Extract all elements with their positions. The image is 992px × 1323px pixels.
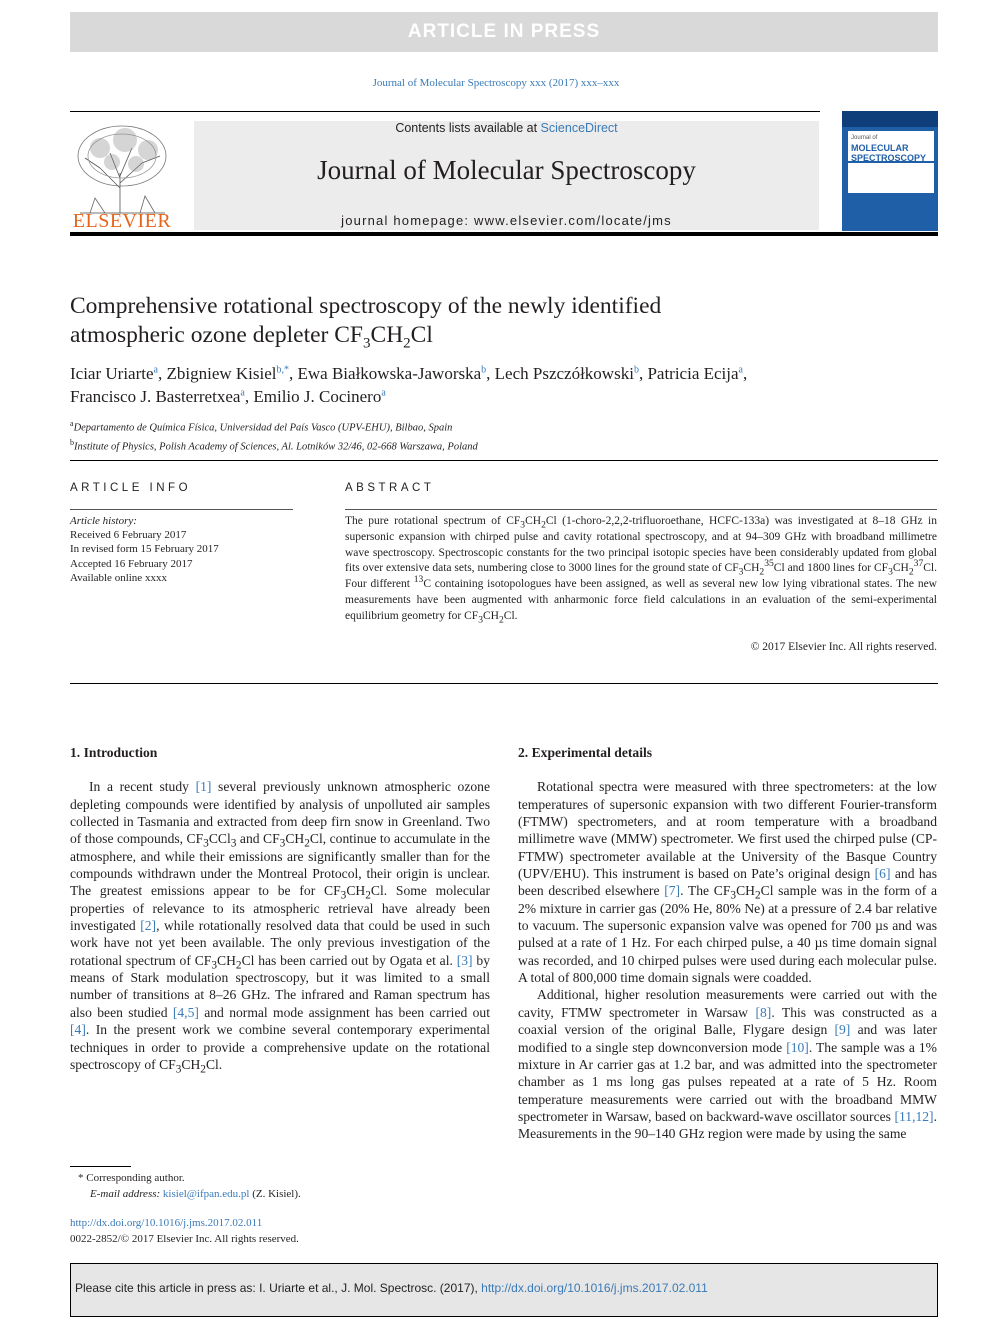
author[interactable]: Zbigniew Kisiel (166, 364, 277, 383)
experimental-paragraph: Rotational spectra were measured with three spectrometers: at the low temperatures of supersonic expansion with two different Fourier-transform (FTMW) spectrometers, and at room temperature with a broadband millimetre wave (MMW) spectrometer. We first used the chirped pulse (CP-FTMW) spectrometer available at the University of the Basque Country (UPV/EHU). This instrument is based on Pate’s original design [6] and has been described elsewhere [7]. The $CF_3CH_2Cl$ sample was in the form of a 2% mixture in carrier gas (20% He, 80% Ne) at a pressure of 2.4 bar relative to vacuum. The supersonic expansion valve was opened for 700 µs and was pulsed at a rate of 1 Hz. For each chirped pulse, a 40 µs time domain signal was recorded, and 10 chirped pulses were used during each molecular pulse. A total of 800,000 time domain signals were coadded. (518, 779, 937, 986)
ref-link[interactable]: [9] (834, 1022, 851, 1038)
ref-link[interactable]: [4] (70, 1022, 86, 1038)
abstract-heading: ABSTRACT (345, 482, 435, 494)
doi-block: http://dx.doi.org/10.1016/j.jms.2017.02.011 0022-2852/© 2017 Elsevier Inc. All rights reserved. (70, 1217, 299, 1245)
article-history: Article history: Received 6 February 2017 In revised form 15 February 2017 Accepted 16 February 2017 Available online xxxx (70, 515, 219, 584)
abstract-text: The pure rotational spectrum of $CF_3CH_2Cl$ (1-choro-2,2,2-trifluoroethane, HCFC-133a) was investigated at 8–18 GHz in supersonic expansion with chirped pulse and cavity rotational spectroscopy, and at 94–309 GHz with broadband millimetre wave spectroscopy. Spectroscopic constants for the two principal isotopic species have been considerably updated from global fits over extensive data sets, numbering close to 3000 lines for the ground state of $CF_3CH_2^{35}Cl$ and 1800 lines for $CF_3CH_2^{37}Cl$. Four different $^{13}$C containing isotopologues have been assigned, as well as several new low lying vibrational states. The new measurements have been augmented with anharmonic force field calculations in an evaluation of the semi-experimental equilibrium geometry for $CF_3CH_2Cl$. (345, 515, 937, 626)
author[interactable]: Emilio J. Cocinero (253, 387, 382, 406)
journal-cover-thumbnail: Journal of MOLECULAR SPECTROSCOPY (842, 111, 938, 231)
abstract-bottom-rule (70, 683, 938, 684)
article-title: Comprehensive rotational spectroscopy of the newly identified atmospheric ozone depleter $CF_3CH_2Cl$ (70, 293, 662, 352)
journal-reference-link[interactable]: Journal of Molecular Spectroscopy xxx (2017) xxx–xxx (372, 77, 620, 89)
author[interactable]: Lech Pszczółkowski (494, 364, 634, 383)
ref-link[interactable]: [6] (874, 866, 891, 882)
affiliations: $^a$Departamento de Química Física, Universidad del País Vasco (UPV-EHU), Bilbao, Spain $^b$Institute of Physics, Polish Academy of Sciences, Al. Lotników 32/46, 02-668 Warszawa, Poland (70, 419, 478, 453)
intro-paragraph: In a recent study [1] several previously unknown atmospheric ozone depleting compounds were identified by analysis of unpolluted air samples collected in Tasmania and extracted from deep firn snow in Greenland. Two of those compounds, $CF_3CCl_3$ and $CF_3CH_2Cl$, continue to accumulate in the atmosphere, and while their emissions are significantly smaller than for the compounds withdrawn under the Montreal Protocol, their origin is unclear. The greatest emissions appear to be for $CF_3CH_2Cl$. Some molecular properties of relevance to its atmospheric retrieval have already been investigated [2], while rotationally resolved data that could be used in such work have not yet been available. The only previous investigation of the rotational spectrum of $CF_3CH_2Cl$ has been carried out by Ogata et al. [3] by means of Stark modulation spectroscopy, but it was limited to a small number of transitions at 8–26 GHz. The infrared and Raman spectrum has also been studied [4,5] and normal mode assignment has been carried out [4]. In the present work we combine several contemporary experimental techniques in order to provide a comprehensive update on the rotational spectroscopy of $CF_3CH_2Cl$. (70, 779, 491, 1076)
experimental-paragraph: Additional, higher resolution measurements were carried out with the cavity, FTMW spectrometer in Warsaw [8]. This was constructed as a coaxial version of the original Balle, Flygare design [9] and was later modified to a single step downconversion mode [10]. The sample was a 1% mixture in Ar carrier gas at 1.2 bar, and was admitted into the spectrometer chamber as 1 ms long gas pulses repeated at a rate of 5 Hz. Room temperature measurements were carried out with the broadband MMW spectrometer in Warsaw, based on backward-wave oscillator sources [11,12]. Measurements in the 90–140 GHz region were made by using the same (518, 987, 937, 1142)
ref-link[interactable]: [7] (664, 883, 681, 899)
cite-doi-link[interactable]: http://dx.doi.org/10.1016/j.jms.2017.02.011 (481, 1281, 708, 1295)
info-top-rule (70, 460, 938, 461)
info-rule (70, 509, 293, 510)
ref-link[interactable]: [11,12] (894, 1108, 934, 1124)
journal-homepage: journal homepage: www.elsevier.com/locate/jms (341, 213, 672, 228)
masthead-thick-rule (70, 232, 938, 236)
author[interactable]: Francisco J. Basterretxea (70, 387, 241, 406)
abstract-rule (345, 509, 937, 510)
author[interactable]: Patricia Ecija (647, 364, 739, 383)
doi-link[interactable]: http://dx.doi.org/10.1016/j.jms.2017.02.011 (70, 1217, 263, 1229)
author[interactable]: Ewa Białkowska-Jaworska (297, 364, 482, 383)
cite-this-article-box: Please cite this article in press as: I. Uriarte et al., J. Mol. Spectrosc. (2017), http://dx.doi.org/10.1016/j.jms.2017.02.011 (70, 1263, 938, 1317)
ref-link[interactable]: [4,5] (172, 1004, 199, 1020)
ref-link[interactable]: [1] (195, 779, 212, 795)
column-left (70, 744, 491, 1076)
ref-link[interactable]: [2] (140, 918, 157, 934)
footnote-rule (70, 1166, 131, 1167)
author-list: Iciar Uriarte$^a$, Zbigniew Kisiel$^{b,*}$, Ewa Białkowska-Jaworska$^b$, Lech Pszczółkowski$^b$, Patricia Ecija$^a$, Francisco J. Basterretxea$^a$, Emilio J. Cocinero$^a$ (70, 364, 748, 406)
sciencedirect-link[interactable]: ScienceDirect (540, 121, 618, 135)
corresponding-footnote: * Corresponding author. E-mail address: kisiel@ifpan.edu.pl (Z. Kisiel). (78, 1172, 301, 1200)
column-right (518, 744, 937, 1143)
section-heading-experimental: 2. Experimental details (518, 745, 653, 760)
ref-link[interactable]: [8] (755, 1004, 772, 1020)
ref-link[interactable]: [10] (786, 1039, 809, 1055)
abstract-copyright: © 2017 Elsevier Inc. All rights reserved. (750, 641, 937, 653)
ref-link[interactable]: [3] (456, 952, 473, 968)
article-info-heading: ARTICLE INFO (70, 482, 192, 494)
journal-name: Journal of Molecular Spectroscopy (317, 155, 696, 185)
email-link[interactable]: kisiel@ifpan.edu.pl (162, 1188, 250, 1200)
section-heading-introduction: 1. Introduction (70, 745, 158, 760)
author[interactable]: Iciar Uriarte (70, 364, 154, 383)
contents-available: Contents lists available at ScienceDirect (395, 121, 618, 135)
journal-masthead (194, 121, 819, 230)
article-in-press-banner: ARTICLE IN PRESS (70, 12, 938, 52)
elsevier-wordmark: ELSEVIER (72, 210, 172, 232)
top-rule (70, 111, 820, 112)
homepage-link[interactable]: www.elsevier.com/locate/jms (474, 213, 672, 228)
